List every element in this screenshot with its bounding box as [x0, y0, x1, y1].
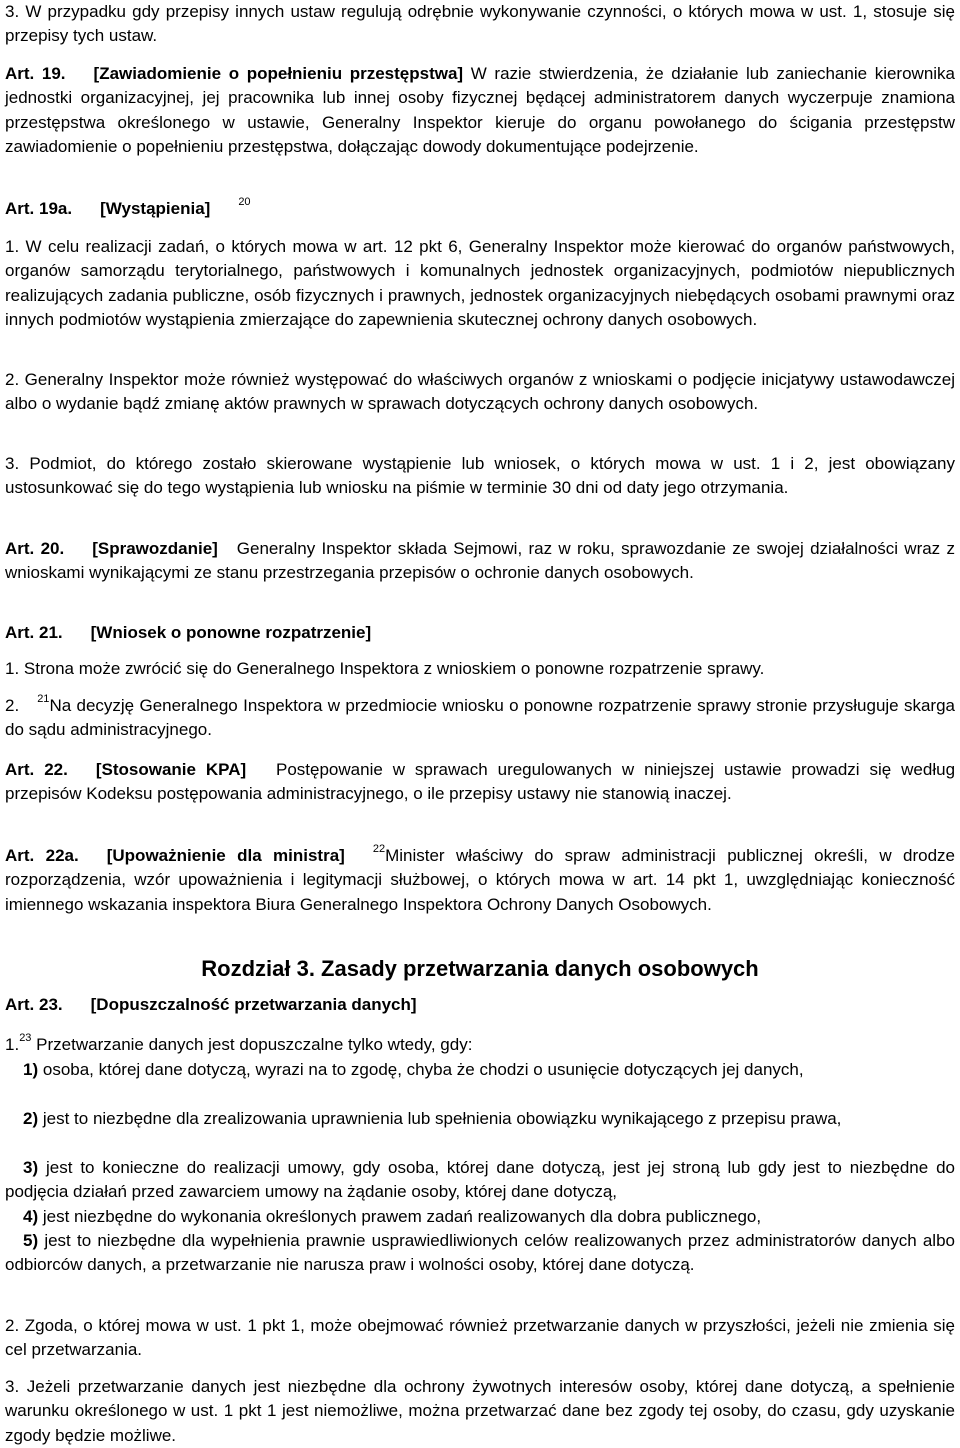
- footnote-23: 23: [19, 1032, 32, 1044]
- footnote-20: 20: [238, 196, 251, 208]
- art19a-p2: 2. Generalny Inspektor może również występować do właściwych organów z wnioskami o podjęcie inicjatywy ustawodawczej albo o wydanie bądź zmianę aktów prawnych w sprawach dotyczących ochrony danych osobowych.: [5, 370, 955, 414]
- point-number: 1): [23, 1060, 39, 1079]
- art19a-p3: 3. Podmiot, do którego zostało skierowane wystąpienie lub wniosek, o których mowa w ust. 1 i 2, jest obowiązany ustosunkować się do tego wystąpienia lub wniosku na piśmie w terminie 30 dni od daty jego otrzymania.: [5, 454, 955, 498]
- art20-text: Generalny Inspektor składa Sejmowi, raz w roku, sprawozdanie ze swojej działalności wraz z wnioskami wynikającymi ze stanu przestrzegania przepisów o ochronie danych osobowych.: [5, 539, 955, 583]
- footnote-22: 22: [372, 843, 386, 855]
- art21-title: [Wniosek o ponowne rozpatrzenie]: [90, 623, 372, 642]
- art19a-heading: [5, 197, 955, 221]
- art19-text: W razie stwierdzenia, że działanie lub zaniechanie kierownika jednostki organizacyjnej, jej pracownika lub innej osoby fizycznej będącej administratorem danych wyczerpuje znamiona przestępstwa określonego w ustawie, Generalny Inspektor kieruje do organu powołanego do ścigania przestępstw zawiadomienie o popełnieniu przestępstwa, dołączając dowody dokumentujące podejrzenie.: [5, 64, 956, 156]
- art23-point-3: [5, 1156, 955, 1205]
- art22a-title: [Upoważnienie dla ministra]: [106, 846, 345, 865]
- art21-p1: 1. Strona może zwrócić się do Generalnego Inspektora z wnioskiem o ponowne rozpatrzenie sprawy.: [5, 659, 765, 678]
- art18-item3: 3. W przypadku gdy przepisy innych ustaw regulują odrębnie wykonywanie czynności, o których mowa w ust. 1, stosuje się przepisy tych ustaw.: [5, 2, 955, 46]
- art23-heading: [5, 993, 955, 1017]
- art23-point-1: [5, 1058, 955, 1082]
- point-text: jest niezbędne do wykonania określonych prawem zadań realizowanych dla dobra publicznego,: [42, 1207, 762, 1226]
- point-text: jest to niezbędne dla wypełnienia prawnie usprawiedliwionych celów realizowanych przez administratorów danych albo odbiorców danych, a przetwarzanie nie narusza praw i wolności osoby, której dane dotyczą.: [5, 1231, 955, 1275]
- footnote-21: 21: [37, 693, 50, 705]
- art22-number: Art. 22.: [5, 760, 68, 779]
- point-text: jest to konieczne do realizacji umowy, gdy osoba, której dane dotyczą, jest jej stroną lub gdy jest to niezbędne do podjęcia działań przed zawarciem umowy na żądanie osoby, której dane dotyczą,: [5, 1158, 955, 1202]
- art20-number: Art. 20.: [5, 539, 65, 558]
- art23-number: Art. 23.: [5, 995, 63, 1014]
- art23-p1-text: Przetwarzanie danych jest dopuszczalne tylko wtedy, gdy:: [36, 1035, 473, 1054]
- art23-point-2: [5, 1107, 955, 1131]
- art23-p1-prefix: 1.: [5, 1035, 20, 1054]
- art22-text: Postępowanie w sprawach uregulowanych w niniejszej ustawie prowadzi się według przepisów Kodeksu postępowania administracyjnego, o ile przepisy ustawy nie stanowią inaczej.: [5, 760, 956, 804]
- art23-p2: 2. Zgoda, o której mowa w ust. 1 pkt 1, może obejmować również przetwarzanie danych w przyszłości, jeżeli nie zmienia się cel przetwarzania.: [5, 1316, 955, 1360]
- art19-title: [Zawiadomienie o popełnieniu przestępstwa]: [93, 64, 464, 83]
- art23-p3: 3. Jeżeli przetwarzanie danych jest niezbędne dla ochrony żywotnych interesów osoby, której dane dotyczą, a spełnienie warunku określonego w ust. 1 pkt 1 jest niemożliwe, można przetwarzać dane bez zgody tej osoby, do czasu, gdy uzyskanie zgody będzie możliwe.: [5, 1377, 955, 1445]
- art23-p1: [5, 1033, 955, 1057]
- art22a-number: Art. 22a.: [5, 846, 79, 865]
- art23-point-5: [5, 1229, 955, 1278]
- art22a-text: Minister właściwy do spraw administracji publicznej określi, w drodze rozporządzenia, wzór upoważnienia i legitymacji służbowej, o których mowa w art. 14 pkt 1, uwzględniając konieczność imiennego wskazania inspektora Biura Generalnego Inspektora Ochrony Danych Osobowych.: [5, 846, 955, 914]
- point-text: jest to niezbędne dla zrealizowania uprawnienia lub spełnienia obowiązku wynikającego z przepisu prawa,: [42, 1109, 842, 1128]
- art23-title: [Dopuszczalność przetwarzania danych]: [90, 995, 417, 1014]
- art22-paragraph: [5, 758, 955, 807]
- art23-point-4: [5, 1205, 955, 1229]
- art21-p2: [5, 694, 955, 743]
- point-number: 3): [23, 1158, 39, 1177]
- art21-p2-prefix: 2.: [5, 696, 20, 715]
- art21-heading: [5, 621, 955, 645]
- point-number: 5): [23, 1231, 39, 1250]
- art22a-paragraph: [5, 844, 955, 917]
- chapter-title: Rozdział 3. Zasady przetwarzania danych osobowych: [201, 956, 759, 981]
- art19a-p1: 1. W celu realizacji zadań, o których mowa w art. 12 pkt 6, Generalny Inspektor może kierować do organów państwowych, organów samorządu terytorialnego, państwowych i komunalnych jednostek organizacyjnych, podmiotów niepublicznych realizujących zadania publiczne, osób fizycznych i prawnych, jednostek organizacyjnych niebędących osobami prawnymi oraz innych podmiotów wystąpienia zmierzające do zapewnienia skutecznej ochrony danych osobowych.: [5, 237, 955, 329]
- art21-p2-text: Na decyzję Generalnego Inspektora w przedmiocie wniosku o ponowne rozpatrzenie sprawy stronie przysługuje skarga do sądu administracyjnego.: [5, 696, 955, 740]
- point-number: 4): [23, 1207, 39, 1226]
- art19a-title: [Wystąpienia]: [100, 199, 211, 218]
- point-text: osoba, której dane dotyczą, wyrazi na to zgodę, chyba że chodzi o usunięcie dotyczących jej danych,: [42, 1060, 804, 1079]
- art21-number: Art. 21.: [5, 623, 63, 642]
- art19-number: Art. 19.: [5, 64, 66, 83]
- art22-title: [Stosowanie KPA]: [95, 760, 247, 779]
- art19a-number: Art. 19a.: [5, 199, 73, 218]
- art20-paragraph: [5, 537, 955, 586]
- art19-paragraph: [5, 62, 955, 159]
- art20-title: [Sprawozdanie]: [92, 539, 218, 558]
- point-number: 2): [23, 1109, 39, 1128]
